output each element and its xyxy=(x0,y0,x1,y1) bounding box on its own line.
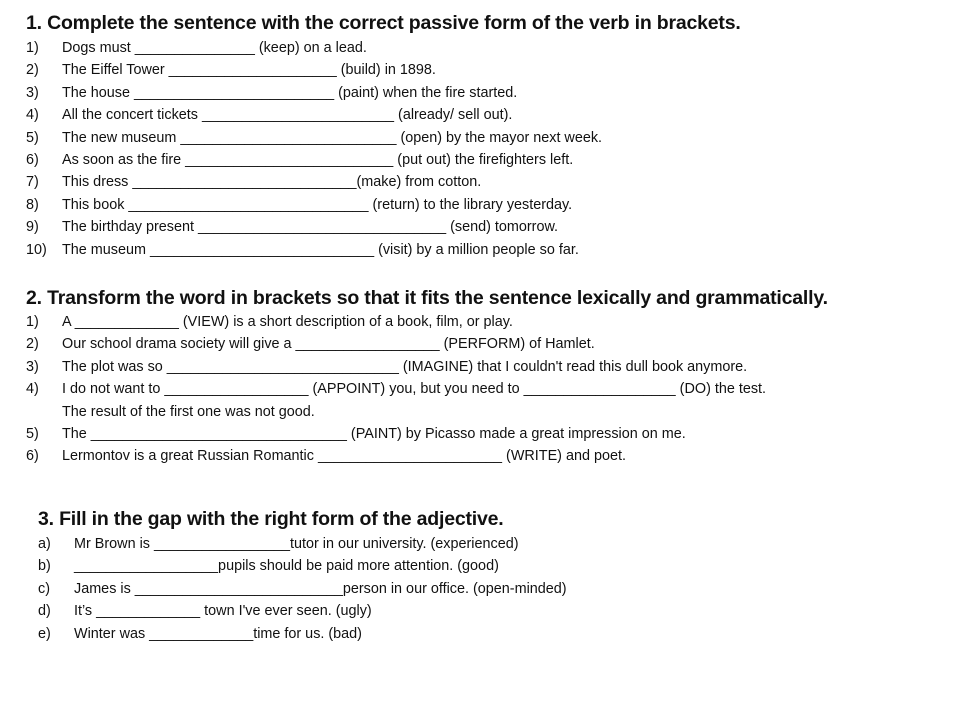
list-item xyxy=(26,378,828,423)
item-number: 5) xyxy=(26,425,39,442)
item-text: As soon as the fire __________________________ (put out) the firefighters left. xyxy=(62,151,574,168)
item-number: 2) xyxy=(26,336,39,353)
item-text: Winter was _____________time for us. (bad) xyxy=(74,625,362,642)
item-number: 3) xyxy=(26,84,39,101)
exercise-2-heading: 2. Transform the word in brackets so that it fits the sentence lexically and grammatically. xyxy=(26,287,828,309)
item-text: The new museum ___________________________ (open) by the mayor next week. xyxy=(62,129,603,146)
item-text: The house _________________________ (paint) when the fire started. xyxy=(62,84,518,101)
item-number: 9) xyxy=(26,219,39,236)
list-item xyxy=(26,311,828,333)
item-letter: a) xyxy=(38,536,51,552)
item-number: 1) xyxy=(26,40,39,56)
list-item xyxy=(26,127,741,149)
item-number: 8) xyxy=(26,196,39,213)
list-item xyxy=(26,37,741,59)
exercise-3-list xyxy=(38,533,567,645)
list-item xyxy=(26,239,741,261)
item-letter: c) xyxy=(38,580,50,597)
item-text: I do not want to __________________ (APPOINT) you, but you need to ___________________ (DO) the test. The result of the first one was not good. xyxy=(62,381,767,420)
item-text: A _____________ (VIEW) is a short description of a book, film, or play. xyxy=(62,314,513,330)
list-item xyxy=(26,445,828,467)
item-text: Dogs must _______________ (keep) on a lead. xyxy=(62,40,367,56)
list-item xyxy=(26,194,741,216)
list-item xyxy=(38,578,567,600)
list-item xyxy=(38,600,504,622)
item-number: 1) xyxy=(26,314,39,330)
item-text: This book ______________________________ (return) to the library yesterday. xyxy=(62,196,573,213)
item-letter: e) xyxy=(38,625,51,642)
item-text: The plot was so _____________________________ (IMAGINE) that I couldn't read this dull book anymore. xyxy=(62,358,748,375)
item-text: Our school drama society will give a __________________ (PERFORM) of Hamlet. xyxy=(62,336,595,353)
item-number: 5) xyxy=(26,129,39,146)
exercise-1 xyxy=(26,10,741,261)
list-item xyxy=(26,423,828,445)
item-text: All the concert tickets ________________________ (already/ sell out). xyxy=(62,107,513,124)
exercise-2-list xyxy=(26,311,828,468)
item-text: The museum ____________________________ (visit) by a million people so far. xyxy=(62,241,579,258)
item-text: The Eiffel Tower _____________________ (build) in 1898. xyxy=(62,62,436,79)
list-item xyxy=(26,216,741,238)
exercise-3 xyxy=(38,506,567,645)
item-number: 10) xyxy=(26,241,47,258)
item-number: 6) xyxy=(26,448,39,465)
item-text: Lermontov is a great Russian Romantic _______________________ (WRITE) and poet. xyxy=(62,448,626,465)
item-number: 4) xyxy=(26,107,39,124)
item-number: 7) xyxy=(26,174,39,191)
item-letter: d) xyxy=(38,603,51,620)
item-text: __________________pupils should be paid more attention. (good) xyxy=(74,558,499,575)
item-letter: b) xyxy=(38,558,51,575)
item-text: The ________________________________ (PAINT) by Picasso made a great impression on me. xyxy=(62,425,686,442)
list-item xyxy=(26,59,741,81)
list-item xyxy=(26,171,741,193)
exercise-1-list xyxy=(26,37,741,261)
list-item xyxy=(26,104,741,126)
list-item xyxy=(38,555,504,577)
item-text: The birthday present _______________________________ (send) tomorrow. xyxy=(62,219,559,236)
item-number: 2) xyxy=(26,62,39,79)
exercise-1-heading: 1. Complete the sentence with the correct passive form of the verb in brackets. xyxy=(26,12,741,34)
list-item xyxy=(38,533,519,555)
item-text: Mr Brown is _________________tutor in our university. (experienced) xyxy=(74,536,519,552)
item-text: This dress ____________________________(make) from cotton. xyxy=(62,174,482,191)
list-item xyxy=(26,149,741,171)
item-number: 3) xyxy=(26,358,39,375)
item-number: 4) xyxy=(26,381,39,398)
item-text: James is __________________________person in our office. (open-minded) xyxy=(74,580,567,597)
list-item xyxy=(26,333,828,355)
list-item xyxy=(38,623,504,645)
item-text: It’s _____________ town I've ever seen. (ugly) xyxy=(74,603,372,620)
exercise-3-heading: 3. Fill in the gap with the right form of the adjective. xyxy=(38,508,504,530)
list-item xyxy=(26,82,741,104)
exercise-2 xyxy=(26,285,828,468)
item-number: 6) xyxy=(26,151,39,168)
list-item xyxy=(26,356,828,378)
